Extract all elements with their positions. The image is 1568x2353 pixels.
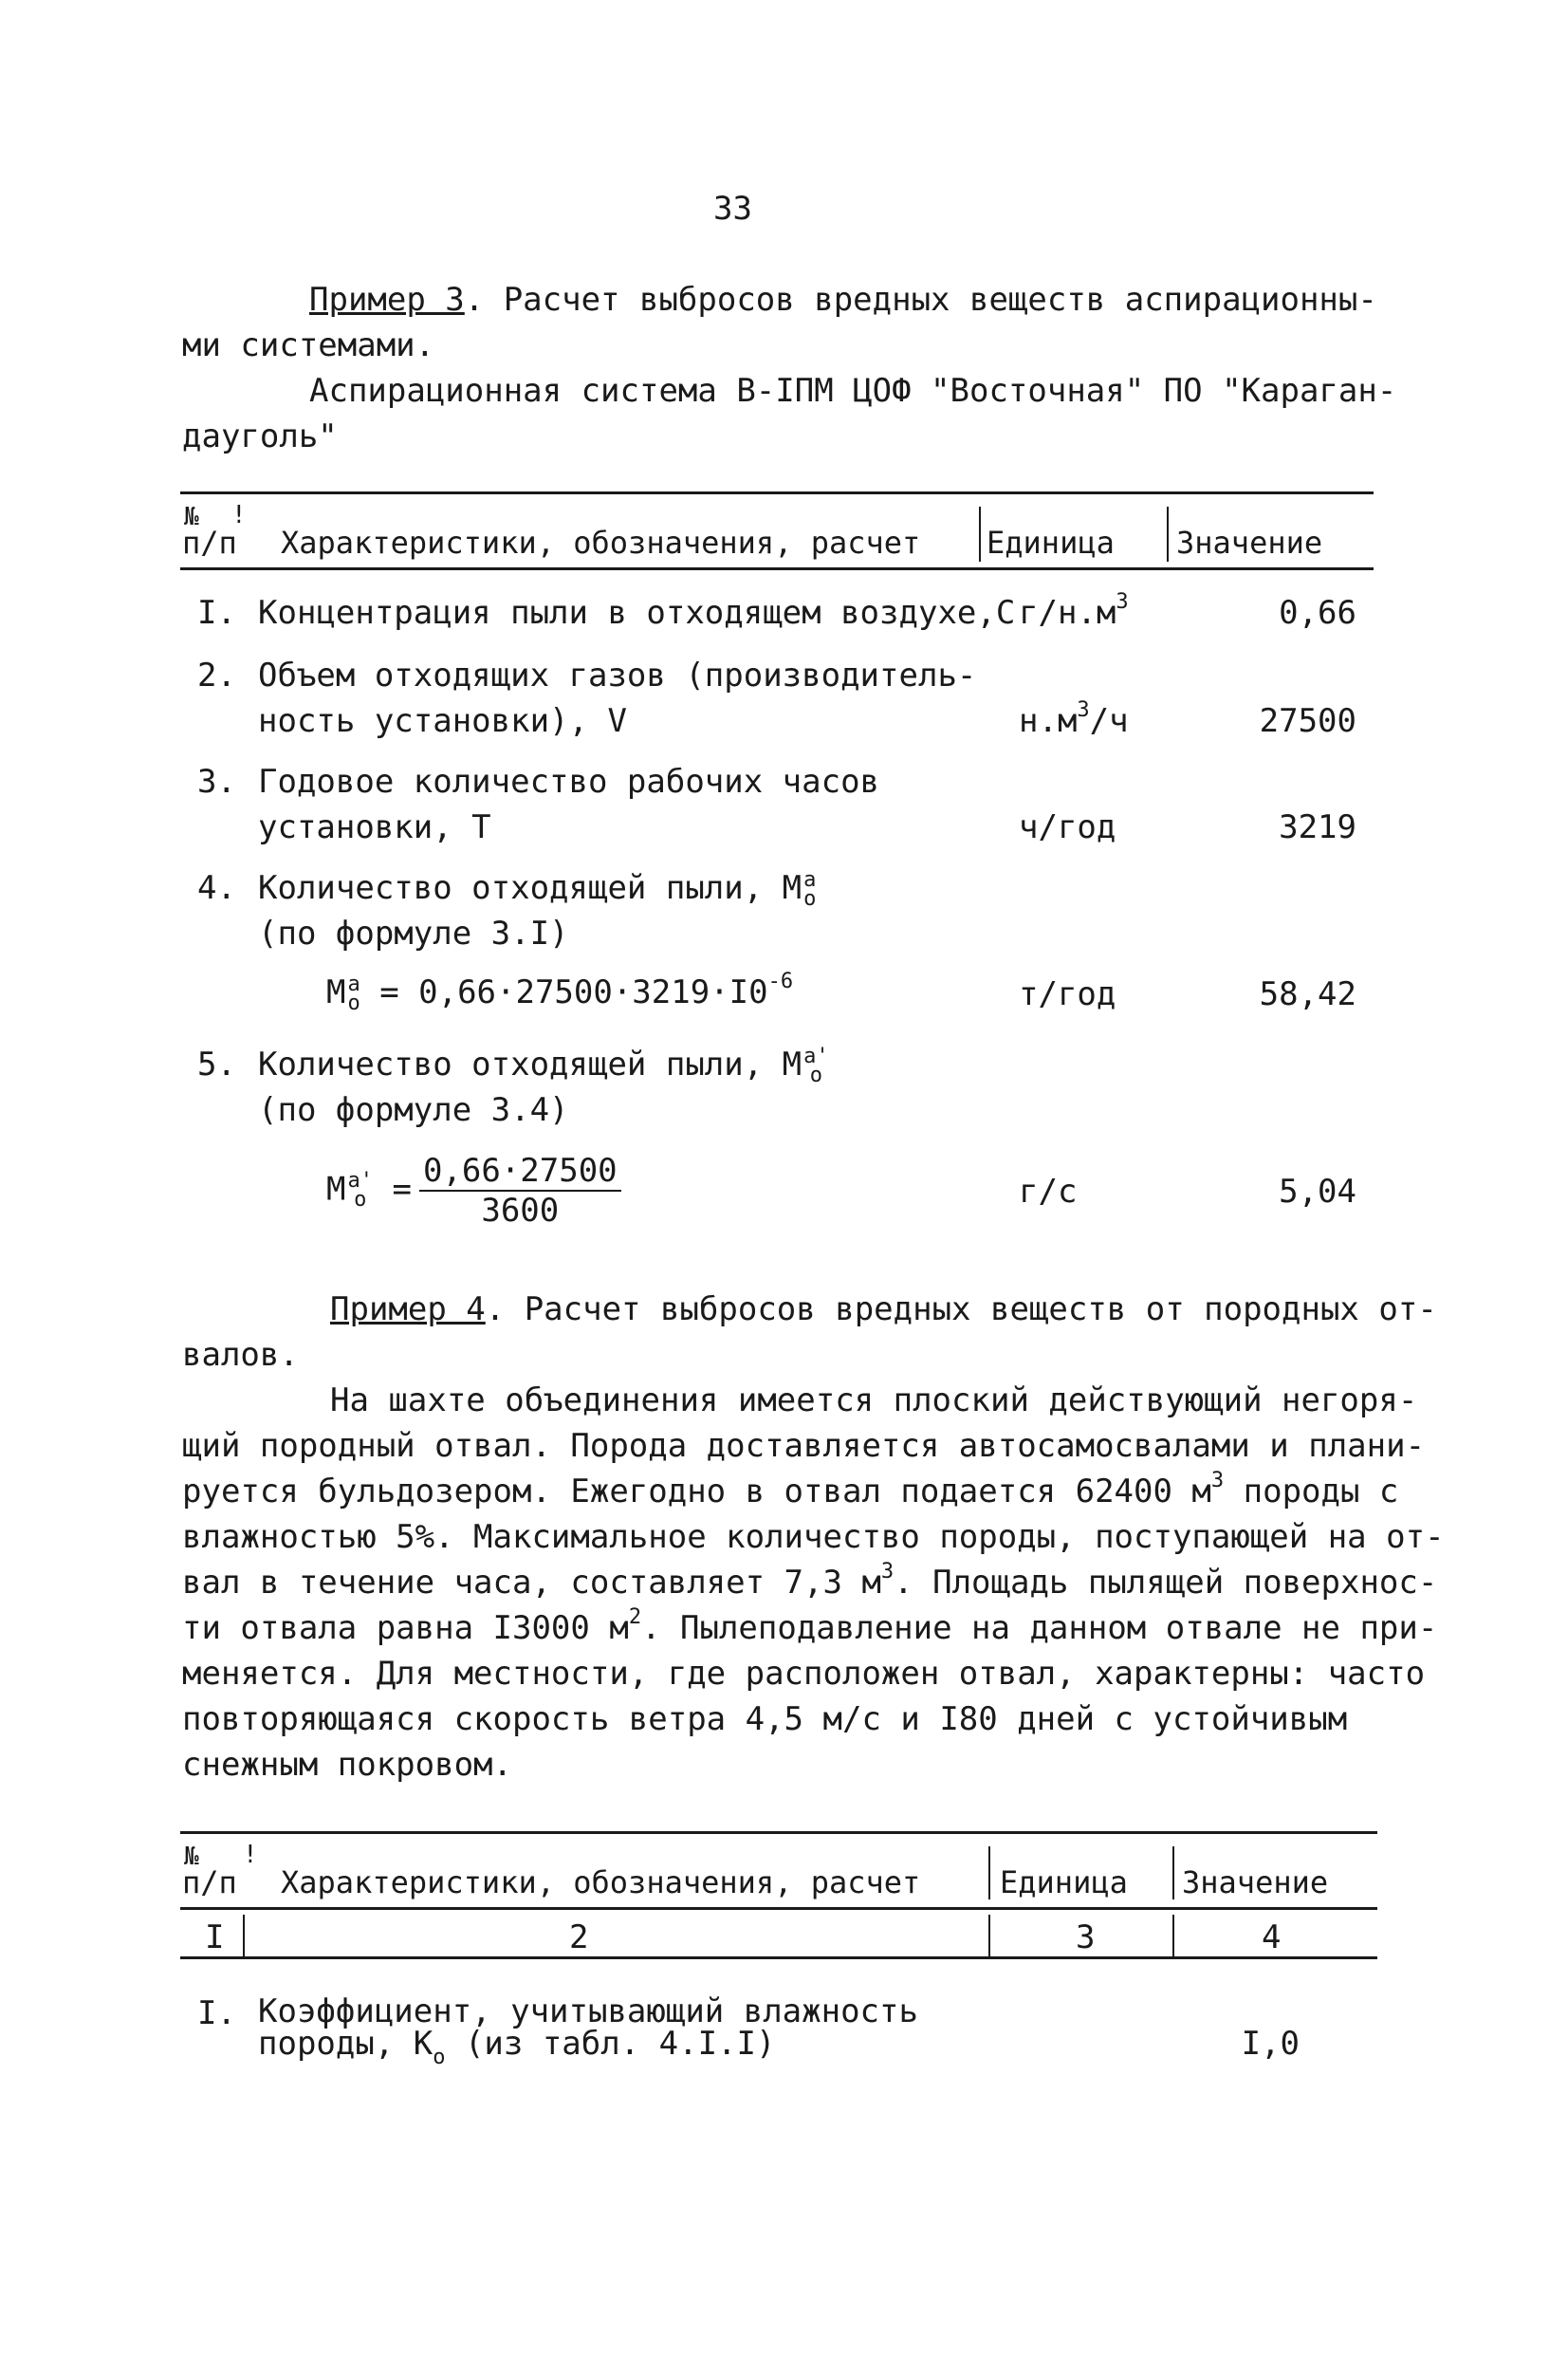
t1-row3-text-line1: Годовое количество рабочих часов [258, 763, 880, 801]
table1-divider-2 [1167, 507, 1169, 562]
t1-row2-unit: $н.м^3/ч$ [1019, 698, 1129, 740]
table1-header-no-top: № [184, 503, 199, 531]
table2-colnum-divider-2 [1172, 1915, 1174, 1956]
t2-colnum-3: 3 [1076, 1918, 1096, 1956]
table2-colnum-divider-1 [988, 1915, 990, 1956]
t1-row2-no: 2. [197, 657, 236, 695]
t2-colnum-1: I [205, 1918, 225, 1956]
t1-row4-unit: т/год [1019, 975, 1116, 1013]
t2-row1-no: I. [197, 1994, 236, 2032]
t1-row1-no: I. [197, 594, 236, 632]
example4-paragraph-line8: повторяющаяся скорость ветра 4,5 м/с и I80 дней с устойчивым [182, 1700, 1348, 1738]
table1-top-rule [180, 491, 1374, 494]
table2-header-rule [180, 1907, 1377, 1910]
t1-row2-value: 27500 [1259, 702, 1356, 740]
t1-row3-unit: ч/год [1019, 808, 1116, 846]
table2-colnum-rule [180, 1956, 1377, 1959]
example3-label: Пример 3 [309, 281, 465, 319]
example4-paragraph-line5: вал в течение часа, составляет 7,3 $м^3$. Площадь пылящей поверхнос- [182, 1560, 1438, 1602]
t1-row4-text-line1: Количество отходящей пыли, М а о [258, 867, 817, 911]
example3-subtitle-line2: дауголь" [182, 417, 338, 455]
table2-top-rule [180, 1831, 1377, 1834]
table1-header-rule [180, 567, 1374, 570]
example3-title [309, 277, 1377, 323]
example4-paragraph-line9: снежным покровом. [182, 1746, 512, 1784]
example3-title-line2: ми системами. [182, 326, 435, 364]
t1-row5-no: 5. [197, 1046, 236, 1084]
table1-header-no-bottom: п/п [182, 525, 237, 561]
t1-row2-text-line2: ность установки), V [258, 702, 627, 740]
example4-paragraph-line4: влажностью 5%. Максимальное количество породы, поступающей на от- [182, 1518, 1445, 1556]
table1-header-unit: Единица [987, 525, 1115, 561]
table1-divider-1 [979, 507, 981, 562]
t2-row1-value: I,0 [1241, 2025, 1300, 2063]
table2-header-no-bottom: п/п [182, 1864, 237, 1900]
table1-header-name: Характеристики, обозначения, расчет [281, 525, 921, 561]
example4-paragraph-line2: щий породный отвал. Порода доставляется автосамосвалами и плани- [182, 1427, 1426, 1465]
t1-row1-text: Концентрация пыли в отходящем воздухе,С [258, 594, 1016, 632]
t1-row5-value: 5,04 [1279, 1173, 1356, 1211]
t1-row1-unit: $г/н.м^3$ [1019, 590, 1129, 632]
t1-row4-no: 4. [197, 869, 236, 907]
t2-colnum-2: 2 [569, 1918, 589, 1956]
t1-row5-text-line2: (по формуле 3.4) [258, 1091, 569, 1129]
table2-header-bang: ! [243, 1841, 258, 1869]
table2-divider-1 [988, 1846, 990, 1899]
t1-row5-text-line1: Количество отходящей пыли, М а' о [258, 1044, 829, 1087]
example4-paragraph-line6: ти отвала равна I3000 $м^2$. Пылеподавление на данном отвале не при- [182, 1605, 1438, 1647]
example3-title-rest: . Расчет выбросов вредных веществ аспирационны- [464, 281, 1377, 319]
t1-row1-value: 0,66 [1279, 594, 1356, 632]
table2-header-value: Значение [1182, 1864, 1329, 1900]
example4-title [330, 1287, 1437, 1332]
t1-row4-text-line2: (по формуле 3.I) [258, 915, 569, 953]
table2-header-unit: Единица [1000, 1864, 1128, 1900]
example4-title-line2: валов. [182, 1336, 299, 1374]
t1-row4-formula: М а о = $0,66\cdot 27500\cdot 3219\cdot I0^{-6}$ [326, 970, 794, 1015]
t1-row3-value: 3219 [1279, 808, 1356, 846]
table2-colnum-divider-0 [243, 1915, 245, 1956]
example4-title-rest: . Расчет выбросов вредных веществ от породных от- [485, 1290, 1437, 1328]
t1-row4-value: 58,42 [1259, 975, 1356, 1013]
t1-row5-unit: г/с [1019, 1173, 1078, 1211]
table1-header-value: Значение [1176, 525, 1323, 561]
t2-row1-text-line1: Коэффициент, учитывающий влажность [258, 1992, 918, 2030]
example4-paragraph-line7: меняется. Для местности, где расположен отвал, характерны: часто [182, 1655, 1426, 1693]
example4-paragraph-line1: На шахте объединения имеется плоский действующий негоря- [330, 1381, 1418, 1419]
t1-row3-no: 3. [197, 763, 236, 801]
table2-header-name: Характеристики, обозначения, расчет [281, 1864, 921, 1900]
table2-divider-2 [1172, 1846, 1174, 1899]
example3-subtitle-line1: Аспирационная система В-IПМ ЦОФ "Восточная" ПО "Караган- [309, 372, 1397, 410]
table2-header-no-top: № [184, 1843, 199, 1871]
table1-header-bang: ! [231, 501, 247, 529]
example4-paragraph-line3: руется бульдозером. Ежегодно в отвал подается 62400 $м^3$ породы с [182, 1469, 1399, 1510]
page-number: 33 [713, 190, 752, 228]
t1-row2-text-line1: Объем отходящих газов (производитель- [258, 657, 977, 695]
t2-row1-text-line2: породы, $К_о$ (из табл. 4.I.I) [258, 2025, 776, 2069]
t1-row3-text-line2: установки, Т [258, 808, 491, 846]
t2-colnum-4: 4 [1262, 1918, 1282, 1956]
example4-label: Пример 4 [330, 1290, 486, 1328]
t1-row5-formula: М а' о = $\frac{0,66\cdot 27500}{3600}$ [326, 1152, 621, 1230]
